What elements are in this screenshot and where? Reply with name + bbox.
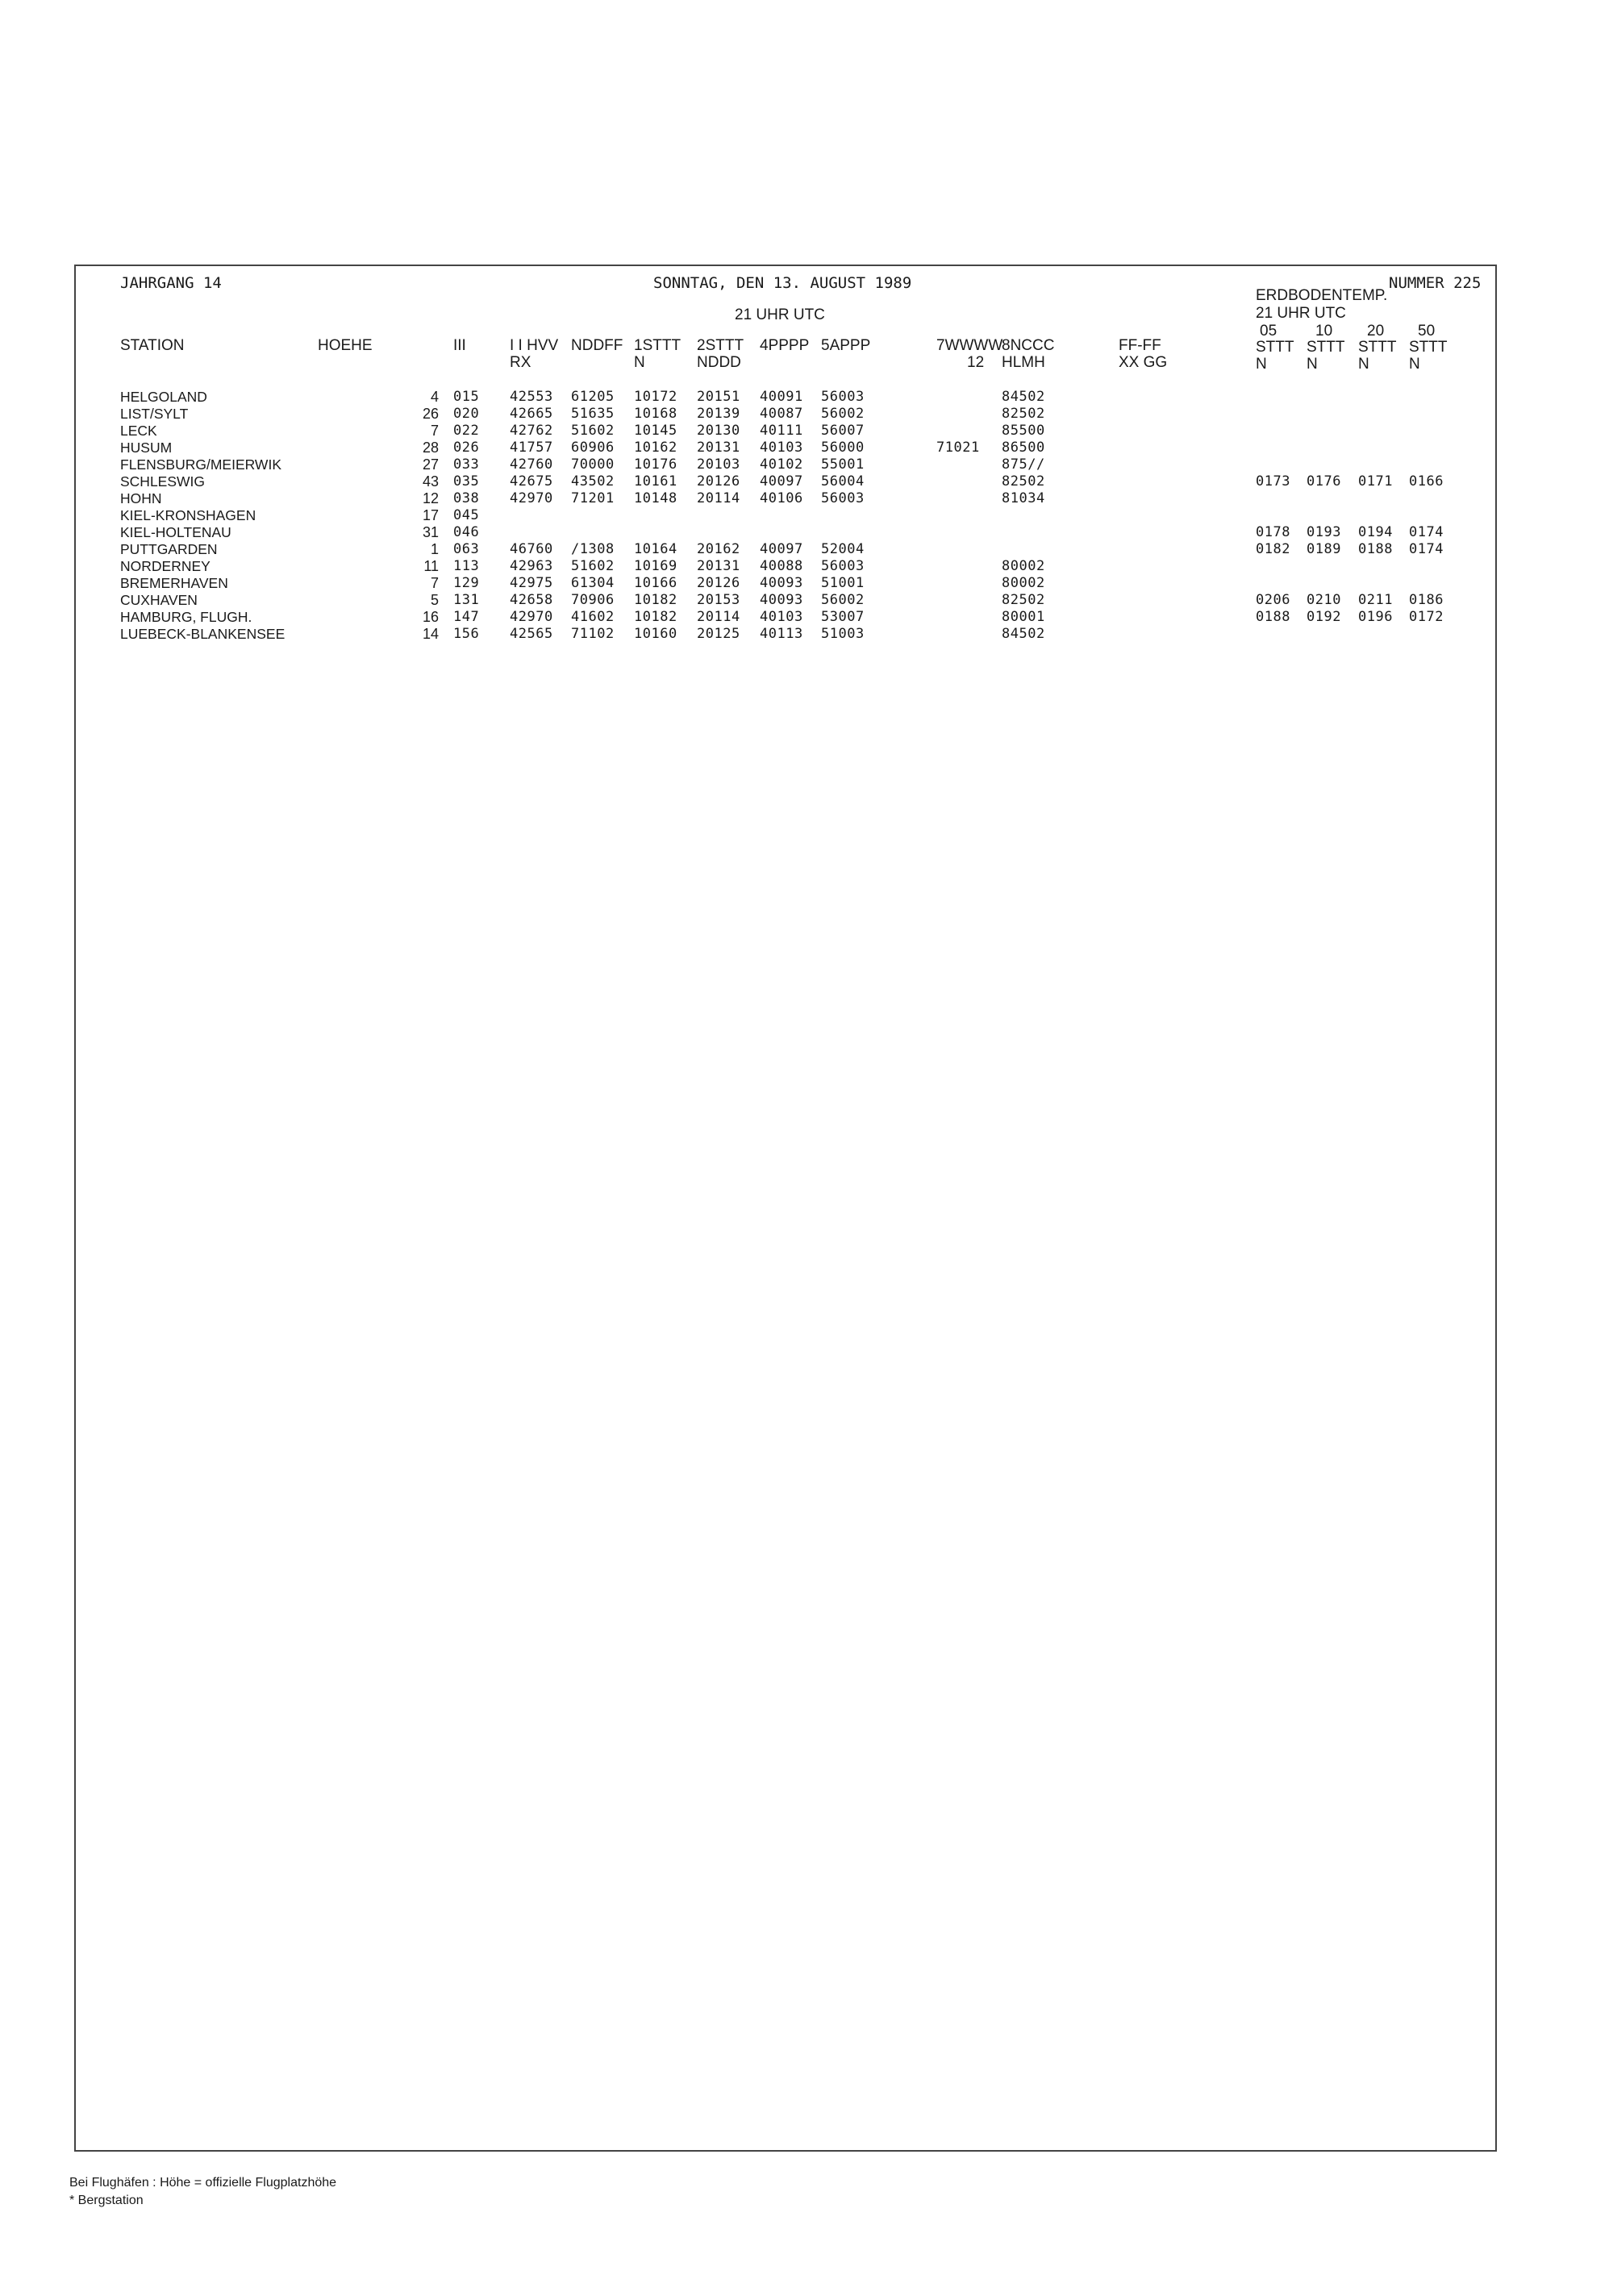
col-9: FF-FF bbox=[1119, 337, 1161, 354]
synop-group: 40111 bbox=[760, 423, 803, 439]
station-name: HELGOLAND bbox=[120, 389, 207, 405]
station-id: 131 bbox=[453, 592, 480, 608]
col-8: 8NCCC bbox=[1002, 337, 1055, 354]
synop-group: 20126 bbox=[697, 575, 740, 591]
synop-group: 40093 bbox=[760, 592, 803, 608]
station-name: HUSUM bbox=[120, 440, 173, 456]
synop-group: 20153 bbox=[697, 592, 740, 608]
soil-temp-title: ERDBODENTEMP. bbox=[1256, 287, 1388, 304]
synop-group: 40097 bbox=[760, 473, 803, 490]
soil-temp-time: 21 UHR UTC bbox=[1256, 305, 1346, 322]
station-name: BREMERHAVEN bbox=[120, 575, 228, 591]
col-4: 2STTT bbox=[697, 337, 744, 354]
synop-group: 20125 bbox=[697, 626, 740, 642]
synop-group: 40102 bbox=[760, 456, 803, 473]
station-elevation: 26 bbox=[422, 406, 439, 422]
synop-group: 70000 bbox=[571, 456, 615, 473]
col-3: 1STTT bbox=[634, 337, 681, 354]
group-8nccc: 85500 bbox=[1002, 423, 1045, 439]
station-name: LUEBECK-BLANKENSEE bbox=[120, 626, 286, 642]
soil-temp-value: 0196 bbox=[1358, 609, 1393, 625]
synop-group: 53007 bbox=[821, 609, 865, 625]
synop-group: 40087 bbox=[760, 406, 803, 422]
table-row bbox=[76, 609, 1495, 626]
group-8nccc: 80001 bbox=[1002, 609, 1045, 625]
synop-group: 42553 bbox=[510, 389, 553, 405]
soil-temp-value: 0173 bbox=[1256, 473, 1290, 490]
station-elevation: 17 bbox=[422, 507, 439, 523]
col-4-sub: NDDD bbox=[697, 354, 741, 371]
synop-group: 52004 bbox=[821, 541, 865, 557]
station-id: 033 bbox=[453, 456, 480, 473]
synop-group: 42975 bbox=[510, 575, 553, 591]
observation-time: 21 UHR UTC bbox=[735, 306, 825, 323]
soil-temp-value: 0206 bbox=[1256, 592, 1290, 608]
station-id: 129 bbox=[453, 575, 480, 591]
col-hoehe: HOEHE bbox=[318, 337, 373, 354]
station-elevation: 1 bbox=[430, 541, 439, 557]
synop-group: 42970 bbox=[510, 609, 553, 625]
soil-n-4: N bbox=[1409, 356, 1420, 373]
soil-stt-4: STTT bbox=[1409, 339, 1448, 356]
synop-group: 20126 bbox=[697, 473, 740, 490]
station-elevation: 11 bbox=[423, 558, 439, 574]
synop-group: 46760 bbox=[510, 541, 553, 557]
synop-group: 10182 bbox=[634, 592, 677, 608]
table-row bbox=[76, 473, 1495, 490]
synop-group: 10162 bbox=[634, 440, 677, 456]
synop-group: 40097 bbox=[760, 541, 803, 557]
synop-group: 10172 bbox=[634, 389, 677, 405]
station-elevation: 16 bbox=[422, 609, 439, 625]
soil-temp-value: 0186 bbox=[1409, 592, 1444, 608]
station-id: 020 bbox=[453, 406, 480, 422]
station-elevation: 28 bbox=[422, 440, 439, 456]
synop-group: 40113 bbox=[760, 626, 803, 642]
station-name: FLENSBURG/MEIERWIK bbox=[120, 456, 281, 473]
synop-group: 40093 bbox=[760, 575, 803, 591]
synop-group: 10161 bbox=[634, 473, 677, 490]
group-8nccc: 84502 bbox=[1002, 626, 1045, 642]
depth-10: 10 bbox=[1315, 323, 1333, 340]
depth-20: 20 bbox=[1367, 323, 1385, 340]
synop-group: 20131 bbox=[697, 440, 740, 456]
synop-group: 56002 bbox=[821, 592, 865, 608]
group-8nccc: 80002 bbox=[1002, 558, 1045, 574]
soil-temp-value: 0174 bbox=[1409, 524, 1444, 540]
station-elevation: 7 bbox=[430, 423, 439, 439]
table-row bbox=[76, 541, 1495, 558]
footnote-mountain: * Bergstation bbox=[69, 2194, 144, 2207]
synop-group: 56000 bbox=[821, 440, 865, 456]
synop-group: 56003 bbox=[821, 389, 865, 405]
group-8nccc: 86500 bbox=[1002, 440, 1045, 456]
station-elevation: 43 bbox=[422, 473, 439, 490]
station-elevation: 12 bbox=[422, 490, 439, 506]
depth-50: 50 bbox=[1418, 323, 1436, 340]
soil-temp-value: 0194 bbox=[1358, 524, 1393, 540]
group-8nccc: 84502 bbox=[1002, 389, 1045, 405]
group-8nccc: 82502 bbox=[1002, 473, 1045, 490]
station-name: HAMBURG, FLUGH. bbox=[120, 609, 252, 625]
station-id: 063 bbox=[453, 541, 480, 557]
soil-temp-value: 0178 bbox=[1256, 524, 1290, 540]
group-8nccc: 82502 bbox=[1002, 592, 1045, 608]
synop-group: 61205 bbox=[571, 389, 615, 405]
table-row bbox=[76, 575, 1495, 592]
synop-group: 10169 bbox=[634, 558, 677, 574]
col-9-sub: XX GG bbox=[1119, 354, 1168, 371]
synop-group: 51602 bbox=[571, 558, 615, 574]
station-id: 045 bbox=[453, 507, 480, 523]
col-1: I I HVV bbox=[510, 337, 559, 354]
synop-group: 42665 bbox=[510, 406, 553, 422]
table-row bbox=[76, 423, 1495, 440]
group-8nccc: 875// bbox=[1002, 456, 1045, 473]
synop-group: 71102 bbox=[571, 626, 615, 642]
date-heading: SONNTAG, DEN 13. AUGUST 1989 bbox=[653, 274, 912, 292]
station-name: LECK bbox=[120, 423, 157, 439]
table-row bbox=[76, 558, 1495, 575]
station-name: SCHLESWIG bbox=[120, 473, 206, 490]
station-id: 113 bbox=[453, 558, 480, 574]
station-elevation: 7 bbox=[430, 575, 439, 591]
group-7wwww: 71021 bbox=[936, 440, 980, 456]
soil-temp-value: 0211 bbox=[1358, 592, 1393, 608]
soil-temp-value: 0192 bbox=[1307, 609, 1341, 625]
synop-group: 20114 bbox=[697, 490, 740, 506]
station-name: HOHN bbox=[120, 490, 162, 506]
synop-group: 56003 bbox=[821, 558, 865, 574]
col-7-sub: 12 bbox=[967, 354, 985, 371]
synop-group: 71201 bbox=[571, 490, 615, 506]
table-row bbox=[76, 626, 1495, 643]
col-station: STATION bbox=[120, 337, 185, 354]
soil-temp-value: 0188 bbox=[1256, 609, 1290, 625]
station-elevation: 5 bbox=[430, 592, 439, 608]
synop-group: 42762 bbox=[510, 423, 553, 439]
synop-group: 56002 bbox=[821, 406, 865, 422]
synop-group: 51003 bbox=[821, 626, 865, 642]
table-row bbox=[76, 490, 1495, 507]
synop-group: 56003 bbox=[821, 490, 865, 506]
station-id: 015 bbox=[453, 389, 480, 405]
synop-group: 20162 bbox=[697, 541, 740, 557]
bulletin-sheet bbox=[74, 265, 1497, 2152]
station-name: LIST/SYLT bbox=[120, 406, 189, 422]
synop-group: 20130 bbox=[697, 423, 740, 439]
soil-stt-1: STTT bbox=[1256, 339, 1294, 356]
col-7: 7WWWW bbox=[936, 337, 1003, 354]
station-id: 026 bbox=[453, 440, 480, 456]
soil-temp-value: 0193 bbox=[1307, 524, 1341, 540]
soil-temp-value: 0166 bbox=[1409, 473, 1444, 490]
synop-group: 42760 bbox=[510, 456, 553, 473]
station-id: 022 bbox=[453, 423, 480, 439]
synop-group: 10148 bbox=[634, 490, 677, 506]
synop-group: 42970 bbox=[510, 490, 553, 506]
synop-group: 43502 bbox=[571, 473, 615, 490]
synop-group: 51602 bbox=[571, 423, 615, 439]
table-row bbox=[76, 524, 1495, 541]
group-8nccc: 80002 bbox=[1002, 575, 1045, 591]
synop-group: 10176 bbox=[634, 456, 677, 473]
group-8nccc: 81034 bbox=[1002, 490, 1045, 506]
soil-temp-value: 0210 bbox=[1307, 592, 1341, 608]
col-3-sub: N bbox=[634, 354, 645, 371]
soil-temp-value: 0176 bbox=[1307, 473, 1341, 490]
synop-group: 42565 bbox=[510, 626, 553, 642]
synop-group: 20103 bbox=[697, 456, 740, 473]
soil-temp-value: 0172 bbox=[1409, 609, 1444, 625]
table-row bbox=[76, 389, 1495, 406]
soil-stt-3: STTT bbox=[1358, 339, 1397, 356]
table-row bbox=[76, 456, 1495, 473]
station-id: 156 bbox=[453, 626, 480, 642]
station-name: KIEL-HOLTENAU bbox=[120, 524, 231, 540]
synop-group: 61304 bbox=[571, 575, 615, 591]
synop-group: 40091 bbox=[760, 389, 803, 405]
synop-group: 55001 bbox=[821, 456, 865, 473]
synop-group: 40106 bbox=[760, 490, 803, 506]
soil-n-3: N bbox=[1358, 356, 1369, 373]
station-name: PUTTGARDEN bbox=[120, 541, 218, 557]
synop-group: 10160 bbox=[634, 626, 677, 642]
soil-temp-value: 0188 bbox=[1358, 541, 1393, 557]
table-row bbox=[76, 440, 1495, 456]
synop-group: 20151 bbox=[697, 389, 740, 405]
synop-group: 51001 bbox=[821, 575, 865, 591]
station-id: 035 bbox=[453, 473, 480, 490]
synop-group: 42963 bbox=[510, 558, 553, 574]
synop-group: 40103 bbox=[760, 609, 803, 625]
synop-group: 42658 bbox=[510, 592, 553, 608]
synop-group: 60906 bbox=[571, 440, 615, 456]
synop-group: 41602 bbox=[571, 609, 615, 625]
col-6: 5APPP bbox=[821, 337, 871, 354]
depth-05: 05 bbox=[1260, 323, 1277, 340]
synop-group: 20131 bbox=[697, 558, 740, 574]
station-id: 147 bbox=[453, 609, 480, 625]
synop-group: 42675 bbox=[510, 473, 553, 490]
station-id: 038 bbox=[453, 490, 480, 506]
col-8-sub: HLMH bbox=[1002, 354, 1045, 371]
synop-group: 56004 bbox=[821, 473, 865, 490]
station-name: KIEL-KRONSHAGEN bbox=[120, 507, 256, 523]
synop-group: 10182 bbox=[634, 609, 677, 625]
footnote-airports: Bei Flughäfen : Höhe = offizielle Flugplatzhöhe bbox=[69, 2176, 337, 2190]
synop-group: /1308 bbox=[571, 541, 615, 557]
soil-temp-value: 0189 bbox=[1307, 541, 1341, 557]
soil-temp-value: 0174 bbox=[1409, 541, 1444, 557]
station-elevation: 31 bbox=[422, 524, 439, 540]
synop-group: 41757 bbox=[510, 440, 553, 456]
table-row bbox=[76, 592, 1495, 609]
station-name: CUXHAVEN bbox=[120, 592, 198, 608]
station-name: NORDERNEY bbox=[120, 558, 210, 574]
soil-temp-value: 0182 bbox=[1256, 541, 1290, 557]
station-elevation: 4 bbox=[430, 389, 439, 405]
synop-group: 20114 bbox=[697, 609, 740, 625]
group-8nccc: 82502 bbox=[1002, 406, 1045, 422]
col-iii: III bbox=[453, 337, 466, 354]
col-5: 4PPPP bbox=[760, 337, 810, 354]
col-2: NDDFF bbox=[571, 337, 623, 354]
synop-group: 20139 bbox=[697, 406, 740, 422]
soil-n-1: N bbox=[1256, 356, 1267, 373]
synop-group: 10164 bbox=[634, 541, 677, 557]
issue-number: NUMMER 225 bbox=[1389, 274, 1482, 292]
synop-group: 70906 bbox=[571, 592, 615, 608]
synop-group: 40103 bbox=[760, 440, 803, 456]
synop-group: 56007 bbox=[821, 423, 865, 439]
soil-n-2: N bbox=[1307, 356, 1318, 373]
synop-group: 51635 bbox=[571, 406, 615, 422]
station-elevation: 27 bbox=[422, 456, 439, 473]
table-row bbox=[76, 406, 1495, 423]
soil-stt-2: STTT bbox=[1307, 339, 1345, 356]
synop-group: 40088 bbox=[760, 558, 803, 574]
col-1-sub: RX bbox=[510, 354, 531, 371]
soil-temp-value: 0171 bbox=[1358, 473, 1393, 490]
synop-group: 10168 bbox=[634, 406, 677, 422]
station-id: 046 bbox=[453, 524, 480, 540]
synop-group: 10145 bbox=[634, 423, 677, 439]
synop-group: 10166 bbox=[634, 575, 677, 591]
table-row bbox=[76, 507, 1495, 524]
jahrgang-label: JAHRGANG 14 bbox=[120, 274, 222, 292]
station-elevation: 14 bbox=[422, 626, 439, 642]
